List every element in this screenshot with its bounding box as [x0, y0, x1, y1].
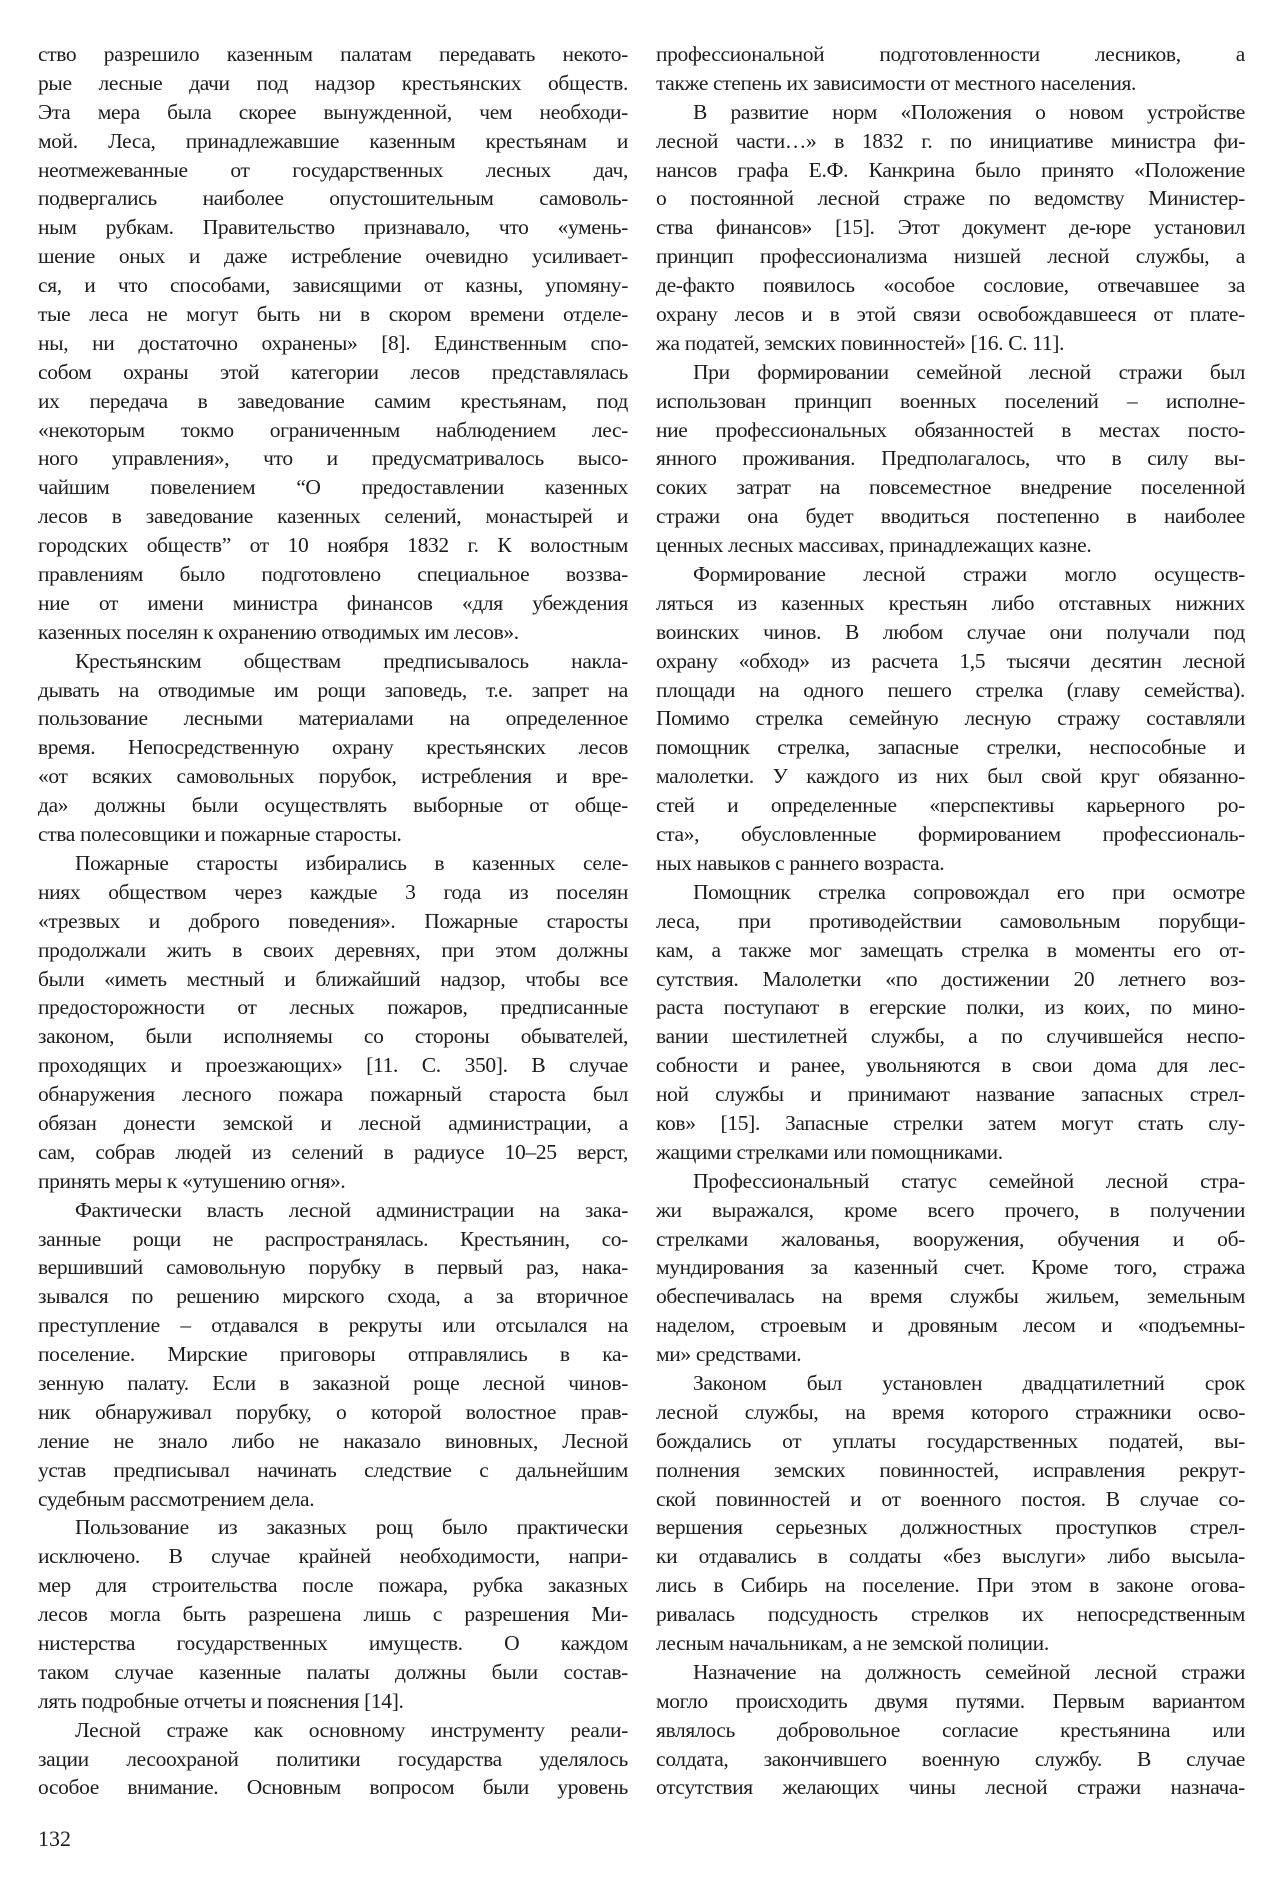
text-line: предосторожности от лесных пожаров, предписанные	[38, 995, 628, 1020]
text-line: Фактически власть лесной администрации на зака-	[75, 1197, 628, 1222]
text-line: ной службы и принимают название запасных стрел-	[656, 1082, 1245, 1107]
text-line: мой. Леса, принадлежавшие казенным крестьянам и	[38, 128, 628, 153]
text-line: ства финансов» [15]. Этот документ де-юре установил	[656, 215, 1245, 240]
text-line: солдата, закончившего военную службу. В случае	[656, 1746, 1245, 1771]
text-line: ривалась подсудность стрелков их непосредственным	[656, 1602, 1245, 1627]
text-line: ляться из казенных крестьян либо отставных нижних	[656, 590, 1245, 615]
text-line: ние профессиональных обязанностей в местах посто-	[656, 417, 1245, 442]
text-line: лесов в заведование казенных селений, монастырей и	[38, 504, 628, 529]
text-line: рые лесные дачи под надзор крестьянских обществ.	[38, 70, 628, 95]
text-line: «трезвых и доброго поведения». Пожарные старосты	[38, 908, 628, 933]
text-line: зывался по решению мирского схода, а за вторичное	[38, 1284, 628, 1309]
text-line: устав предписывал начинать следствие с дальнейшим	[38, 1457, 628, 1482]
text-line: ки отдавались в солдаты «без выслуги» либо высыла-	[656, 1544, 1245, 1569]
text-line: являлось добровольное согласие крестьянина или	[656, 1717, 1245, 1742]
text-line: о постоянной лесной страже по ведомству Министер-	[656, 186, 1245, 211]
text-line: жи выражался, кроме всего прочего, в получении	[656, 1197, 1245, 1222]
text-line: казенных поселян к охранению отводимых им лесов».	[38, 619, 519, 644]
text-line: воинских чинов. В любом случае они получали под	[656, 619, 1245, 644]
text-line: судебным рассмотрением дела.	[38, 1486, 315, 1511]
text-line: особое внимание. Основным вопросом были уровень	[38, 1775, 628, 1800]
text-line: принять меры к «утушению огня».	[38, 1168, 346, 1193]
text-line: стражи она будет вводиться постепенно в наиболее	[656, 504, 1245, 529]
text-line: ской повинностей и от военного постоя. В случае со-	[656, 1486, 1245, 1511]
text-line: также степень их зависимости от местного населения.	[656, 70, 1137, 95]
text-line: мундирования за казенный счет. Кроме того, стража	[656, 1255, 1245, 1280]
text-line: Законом был установлен двадцатилетний срок	[693, 1370, 1245, 1395]
text-line: ны, ни достаточно охранены» [8]. Единственным спо-	[38, 330, 628, 355]
text-line: сутствия. Малолетки «по достижении 20 летнего воз-	[656, 966, 1245, 991]
text-line: ник обнаруживал порубку, о которой волостное прав-	[38, 1399, 628, 1424]
text-line: малолетки. У каждого из них был свой круг обязанно-	[656, 764, 1245, 789]
text-line: лять подробные отчеты и пояснения [14].	[38, 1688, 404, 1713]
text-line: таком случае казенные палаты должны были состав-	[38, 1659, 628, 1684]
text-line: охрану «обход» из расчета 1,5 тысячи десятин лесной	[656, 648, 1245, 673]
text-line: Пользование из заказных рощ было практически	[75, 1515, 628, 1540]
text-line: время. Непосредственную охрану крестьянских лесов	[38, 735, 628, 760]
text-line: вершения серьезных должностных проступков стрел-	[656, 1515, 1245, 1540]
text-line: пользование лесными материалами на определенное	[38, 706, 628, 731]
text-line: проходящих и проезжающих» [11. С. 350]. В случае	[38, 1053, 628, 1078]
text-line: законом, были исполняемы со стороны обывателей,	[38, 1024, 628, 1049]
text-line: Лесной страже как основному инструменту реали-	[75, 1717, 628, 1742]
text-line: да» должны были осуществлять выборные от обще-	[38, 793, 628, 818]
text-line: жащими стрелками или помощниками.	[656, 1139, 1003, 1164]
text-line: зенную палату. Если в заказной роще лесной чинов-	[38, 1370, 628, 1395]
text-line: ных навыков с раннего возраста.	[656, 850, 945, 875]
text-line: обнаружения лесного пожара пожарный староста был	[38, 1082, 628, 1107]
text-line: занные рощи не распространялась. Крестьянин, со-	[38, 1226, 628, 1251]
text-line: Формирование лесной стражи могло осуществ-	[693, 562, 1245, 587]
text-line: правлениям было подготовлено специальное воззва-	[38, 562, 628, 587]
text-line: жа податей, земских повинностей» [16. С. 11].	[656, 330, 1065, 355]
text-line: ство разрешило казенным палатам передавать некото-	[38, 42, 628, 66]
text-line: подвергались наиболее опустошительным самоволь-	[38, 186, 628, 211]
text-line: Эта мера была скорее вынужденной, чем необходи-	[38, 99, 628, 124]
text-line: дывать на отводимые им рощи заповедь, т.е. запрет на	[38, 677, 628, 702]
text-line: чайшим повелением “О предоставлении казенных	[38, 475, 628, 500]
text-line: При формировании семейной лесной стражи был	[693, 359, 1245, 384]
text-line: неотмежеванные от государственных лесных дач,	[38, 157, 628, 182]
text-line: профессиональной подготовленности лесников, а	[656, 42, 1245, 66]
text-line: вании шестилетней службы, а по случившейся неспо-	[656, 1024, 1245, 1049]
text-line: поселение. Мирские приговоры отправлялись в ка-	[38, 1342, 628, 1367]
text-line: Назначение на должность семейной лесной стражи	[693, 1659, 1245, 1684]
text-line: ценных лесных массивах, принадлежащих казне.	[656, 533, 1092, 558]
text-line: обязан донести земской и лесной администрации, а	[38, 1110, 628, 1135]
text-line: могло происходить двумя путями. Первым вариантом	[656, 1688, 1245, 1713]
text-line: шение оных и даже истребление очевидно усиливает-	[38, 244, 628, 269]
text-line: Помимо стрелка семейную лесную стражу составляли	[656, 706, 1245, 731]
text-line: продолжали жить в своих деревнях, при этом должны	[38, 937, 628, 962]
text-line: ков» [15]. Запасные стрелки затем могут стать слу-	[656, 1110, 1245, 1135]
text-line: нансов графа Е.Ф. Канкрина было принято «Положение	[656, 157, 1245, 182]
text-line: стей и определенные «перспективы карьерного ро-	[656, 793, 1245, 818]
text-line: собности и ранее, увольняются в свои дома для лес-	[656, 1053, 1245, 1078]
text-line: Пожарные старосты избирались в казенных селе-	[75, 850, 628, 875]
text-line: стрелками жалованья, вооружения, обучения и об-	[656, 1226, 1245, 1251]
text-line: лесной службы, на время которого стражники осво-	[656, 1399, 1245, 1424]
text-line: полнения земских повинностей, исправления рекрут-	[656, 1457, 1245, 1482]
text-line: раста поступают в егерские полки, из коих, по мино-	[656, 995, 1245, 1020]
text-line: ста», обусловленные формированием профессиональ-	[656, 822, 1245, 847]
text-line: городских обществ” от 10 ноября 1832 г. К волостным	[38, 533, 628, 558]
text-line: площади на одного пешего стрелка (главу семейства).	[656, 677, 1245, 702]
text-line: «некоторым токмо ограниченным наблюдением лес-	[38, 417, 628, 442]
text-line: соких затрат на повсеместное внедрение поселенной	[656, 475, 1245, 500]
text-line: обеспечивалась на время службы жильем, земельным	[656, 1284, 1245, 1309]
text-line: кам, а также мог замещать стрелка в моменты его от-	[656, 937, 1245, 962]
text-line: исключено. В случае крайней необходимости, напри-	[38, 1544, 628, 1569]
page-number: 132	[38, 1826, 71, 1851]
text-line: отсутствия желающих чины лесной стражи назнача-	[656, 1775, 1245, 1800]
text-line: лесным начальникам, а не земской полиции.	[656, 1630, 1049, 1655]
text-line: нистерства государственных имуществ. О каждом	[38, 1630, 628, 1655]
text-line: ства полесовщики и пожарные старосты.	[38, 822, 402, 847]
left-text-column	[38, 40, 628, 1802]
text-line: собом охраны этой категории лесов представлялась	[38, 359, 628, 384]
text-line: принцип профессионализма низшей лесной службы, а	[656, 244, 1245, 269]
text-line: лесной части…» в 1832 г. по инициативе министра фи-	[656, 128, 1245, 153]
right-text-column	[656, 40, 1245, 1802]
text-line: Профессиональный статус семейной лесной стра-	[693, 1168, 1245, 1193]
text-line: охрану лесов и в этой связи освобождавшееся от плате-	[656, 302, 1245, 327]
text-line: Помощник стрелка сопровождал его при осмотре	[693, 879, 1245, 904]
text-line: «от всяких самовольных порубок, истребления и вре-	[38, 764, 628, 789]
text-line: наделом, строевым и дровяным лесом и «подъемны-	[656, 1313, 1245, 1338]
text-line: были «иметь местный и ближайший надзор, чтобы все	[38, 966, 628, 991]
text-line: бождались от уплаты государственных податей, вы-	[656, 1428, 1245, 1453]
text-line: помощник стрелка, запасные стрелки, неспособные и	[656, 735, 1245, 760]
text-line: преступление – отдавался в рекруты или отсылался на	[38, 1313, 628, 1338]
text-line: янного проживания. Предполагалось, что в силу вы-	[656, 446, 1245, 471]
text-line: ниях обществом через каждые 3 года из поселян	[38, 879, 628, 904]
text-line: зации лесоохраной политики государства уделялось	[38, 1746, 628, 1771]
text-line: лесов могла быть разрешена лишь с разрешения Ми-	[38, 1602, 628, 1627]
text-line: В развитие норм «Положения о новом устройстве	[693, 99, 1245, 124]
text-line: ным рубкам. Правительство признавало, что «умень-	[38, 215, 628, 240]
text-line: вершивший самовольную порубку в первый раз, нака-	[38, 1255, 628, 1280]
text-line: лись в Сибирь на поселение. При этом в законе огова-	[656, 1573, 1245, 1598]
text-line: Крестьянским обществам предписывалось накла-	[75, 648, 628, 673]
text-line: леса, при противодействии самовольным порубщи-	[656, 908, 1245, 933]
text-line: мер для строительства после пожара, рубка заказных	[38, 1573, 628, 1598]
text-line: их передача в заведование самим крестьянам, под	[38, 388, 628, 413]
text-line: тые леса не могут быть ни в скором времени отделе-	[38, 302, 628, 327]
text-line: ление не знало либо не наказало виновных, Лесной	[38, 1428, 628, 1453]
text-line: ми» средствами.	[656, 1342, 802, 1367]
text-line: использован принцип военных поселений – исполне-	[656, 388, 1245, 413]
text-line: ся, и что способами, зависящими от казны, упомяну-	[38, 273, 628, 298]
text-line: ного управления», что и предусматривалось высо-	[38, 446, 628, 471]
text-line: де-факто появилось «особое сословие, отвечавшее за	[656, 273, 1245, 298]
text-line: сам, собрав людей из селений в радиусе 10–25 верст,	[38, 1139, 628, 1164]
text-line: ние от имени министра финансов «для убеждения	[38, 590, 628, 615]
